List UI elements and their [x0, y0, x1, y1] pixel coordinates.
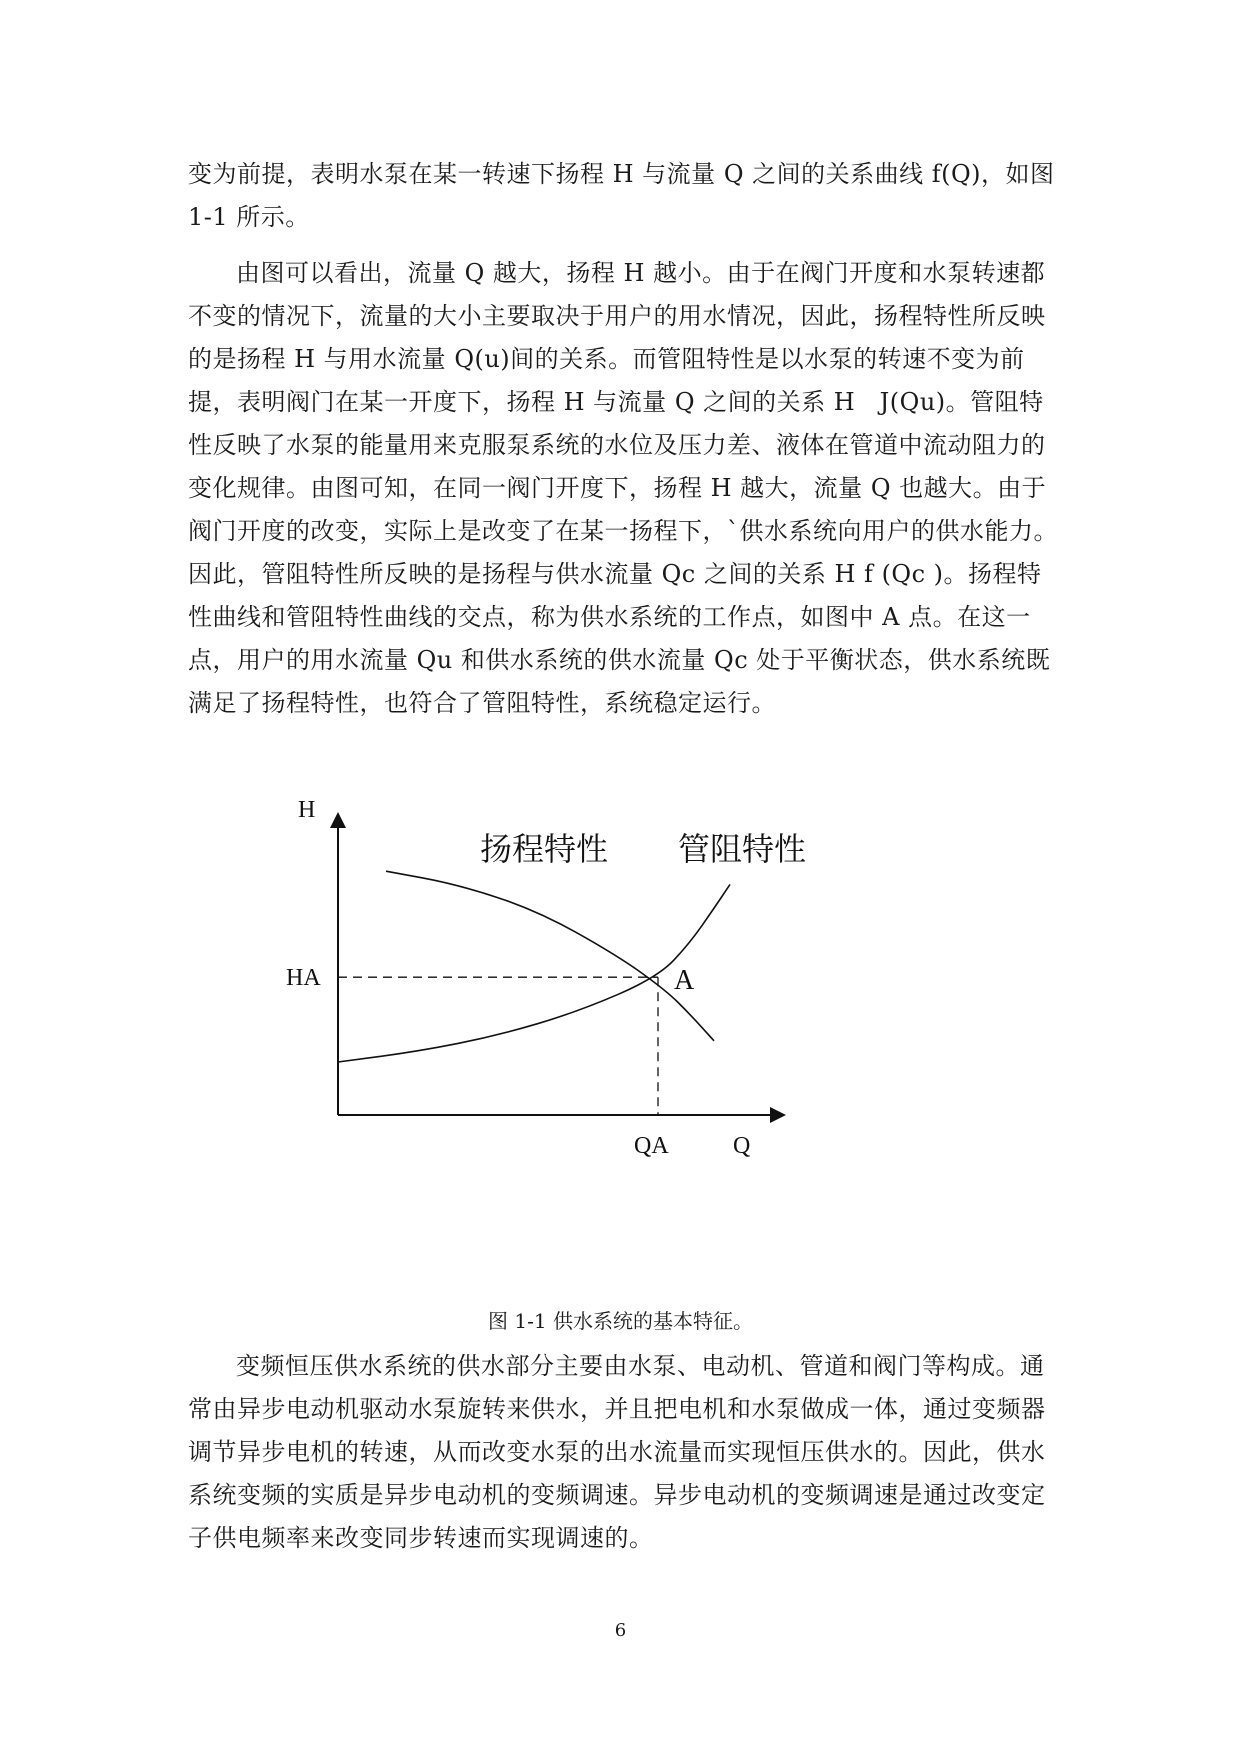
body-paragraph-3: 变频恒压供水系统的供水部分主要由水泵、电动机、管道和阀门等构成。通常由异步电动机驱动水泵旋转来供水，并且把电机和水泵做成一体，通过变频器调节异步电机的转速，从而改变水泵的出水流量而实现恒压供水的。因此，供水系统变频的实质是异步电动机的变频调速。异步电动机的变频调速是通过改变定子供电频率来改变同步转速而实现调速的。	[188, 1352, 1046, 1552]
supply-characteristic-chart	[286, 797, 880, 1315]
page-number: 6	[614, 1620, 627, 1641]
series-label-head: 扬程特性	[480, 830, 609, 868]
series-label-pipe: 管阻特性	[678, 830, 807, 868]
y-tick-ha: HA	[286, 965, 321, 992]
y-axis-label: H	[298, 797, 316, 823]
figure-1-1	[286, 797, 880, 1315]
x-axis-label: Q	[733, 1133, 751, 1159]
series-curve-head	[386, 871, 714, 1041]
x-tick-qa: QA	[634, 1133, 669, 1159]
figure-caption: 图 1-1 供水系统的基本特征。	[488, 1309, 753, 1333]
chart-series	[338, 871, 730, 1062]
chart-labels	[286, 797, 806, 1159]
body-paragraph-2: 由图可以看出，流量 Q 越大，扬程 H 越小。由于在阀门开度和水泵转速都不变的情况下，流量的大小主要取决于用户的用水情况，因此，扬程特性所反映的是扬程 H 与用水流量 Q(u)间的关系。而管阻特性是以水泵的转速不变为前提，表明阀门在某一开度下，扬程 H 与流量 Q 之间的关系 H J(Qu)。管阻特性反映了水泵的能量用来克服泵系统的水位及压力差、液体在管道中流动阻力的变化规律。由图可知，在同一阀门开度下，扬程 H 越大，流量 Q 也越大。由于阀门开度的改变，实际上是改变了在某一扬程下，`供水系统向用户的供水能力。因此，管阻特性所反映的是扬程与供水流量 Qc 之间的关系 H f (Qc )。扬程特性曲线和管阻特性曲线的交点，称为供水系统的工作点，如图中 A 点。在这一点，用户的用水流量 Qu 和供水系统的供水流量 Qc 处于平衡状态，供水系统既满足了扬程特性，也符合了管阻特性，系统稳定运行。	[188, 259, 1058, 717]
operating-point-label: A	[674, 965, 695, 997]
body-paragraph-1: 变为前提，表明水泵在某一转速下扬程 H 与流量 Q 之间的关系曲线 f(Q)，如图 1-1 所示。	[188, 160, 1055, 231]
